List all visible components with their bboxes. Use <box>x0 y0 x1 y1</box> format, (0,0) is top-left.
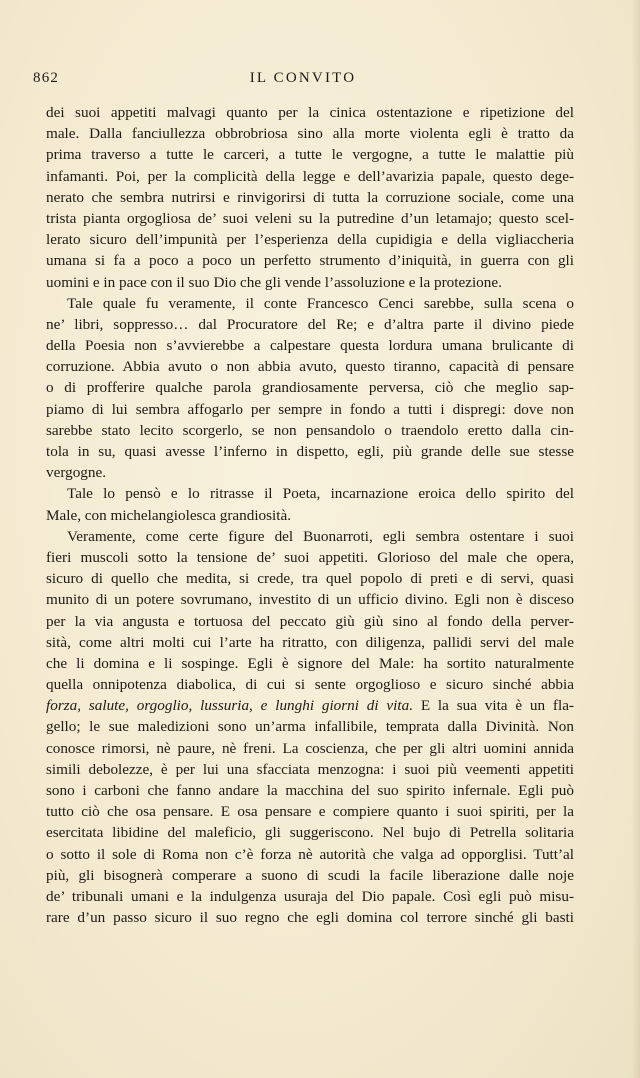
text-line: conosce rimorsi, nè paure, nè freni. La coscienza, che per gli altri uomini annida <box>46 739 574 757</box>
text-line: trista pianta orgogliosa de’ suoi veleni su la putredine d’un letamajo; questo scel- <box>46 209 574 227</box>
text-line: gello; le sue maledizioni sono un’arma infallibile, temprata dalla Divinità. Non <box>46 718 574 736</box>
page-number: 862 <box>33 70 60 86</box>
text-line: o di profferire qualche parola grandiosamente perversa, ciò che meglio sap- <box>46 379 574 397</box>
text-line: più, gli bisognerà comperare a suono di scudi la facile liberazione dalle noje <box>46 866 574 884</box>
text-line: munito di un potere sovrumano, investito di un ufficio divino. Egli non è disceso <box>46 591 574 609</box>
text-line: Male, con michelangiolesca grandiosità. <box>46 506 292 524</box>
text-line: quella onnipotenza diabolica, di cui si sente orgoglioso e sicuro sinché abbia <box>46 676 574 694</box>
text-line: sità, come altri molti cui l’arte ha ritratto, con diligenza, pallidi servi del male <box>46 633 574 651</box>
running-title: IL CONVITO <box>249 70 357 86</box>
text-line: tutto ciò che osa pensare. E osa pensare e compiere quanto i suoi spiriti, per la <box>46 803 574 821</box>
text-line: fieri muscoli sotto la tensione de’ suoi appetiti. Glorioso del male che opera, <box>46 548 574 566</box>
text-line: lerato sicuro dell’impunità per l’esperienza della cupidigia e della vigliaccheria <box>46 231 574 249</box>
text-line: sarebbe stato lecito scorgerlo, se non pensandolo o traendolo eretto dalla cin- <box>46 421 574 439</box>
text-line: Tale quale fu veramente, il conte Francesco Cenci sarebbe, sulla scena o <box>67 294 574 312</box>
text-line: nerato che sembra nutrirsi e rinvigorirsi di tutta la corruzione sociale, come una <box>46 188 574 206</box>
text-line: per la via angusta e tortuosa del peccato giù giù sino al fondo della perver- <box>46 612 574 630</box>
text-line: corruzione. Abbia avuto o non abbia avuto, questo tiranno, capacità di pensare <box>46 358 574 376</box>
text-line: sono i carboni che fanno andare la macchina del suo spirito infernale. Egli può <box>46 782 574 799</box>
body-text <box>46 102 574 928</box>
text-line: de’ tribunali umani e la indulgenza usuraja del Dio papale. Così egli può misu- <box>46 887 574 905</box>
page-header <box>33 70 573 90</box>
text-line: tola in su, quasi avesse l’inferno in dispetto, egli, più grande delle sue stesse <box>46 443 574 460</box>
text-line: dei suoi appetiti malvagi quanto per la cinica ostentazione e ripetizione del <box>46 104 574 121</box>
text-line: uomini e in pace con il suo Dio che gli vende l’assoluzione e la protezione. <box>46 273 502 291</box>
text-line: infamanti. Poi, per la complicità della legge e dell’avarizia papale, questo dege- <box>46 167 574 185</box>
text-line: della Poesia non s’avvierebbe a calpestare questa lordura umana brulicante di <box>46 337 574 355</box>
text-line-with-italic: forza, salute, orgoglio, lussuria, e lunghi giorni di vita. E la sua vita è un fla- <box>46 697 574 715</box>
text-line: che li domina e li sospinge. Egli è signore del Male: ha sortito naturalmente <box>46 654 574 672</box>
text-line: simili debolezze, è per lui una sfacciata menzogna: i suoi più veementi appetiti <box>46 760 574 778</box>
text-line: rare d’un passo sicuro il suo regno che egli domina col terrore sinché gli basti <box>46 909 574 927</box>
italic-phrase: forza, salute, orgoglio, lussuria, e lunghi giorni di vita. <box>46 697 414 715</box>
text-line: sicuro di quello che medita, si crede, tra quel popolo di preti e di servi, quasi <box>46 570 574 588</box>
page-edge-shadow <box>632 0 640 1078</box>
text-line: o sotto il sole di Roma non c’è forza nè autorità che valga ad opporglisi. Tutt’al <box>46 845 574 863</box>
text-line: umana si fa a poco a poco un perfetto strumento d’iniquità, in guerra con gli <box>46 252 574 270</box>
text-line: esercitata libidine del maleficio, gli suggeriscono. Nel bujo di Petrella solitaria <box>46 824 574 842</box>
text-line: prima traverso a tutte le carceri, a tutte le vergogne, a tutte le malattie più <box>46 146 574 164</box>
text-line: male. Dalla fanciullezza obbrobriosa sino alla morte violenta egli è tratto da <box>46 125 574 143</box>
text-line: ne’ libri, soppresso… dal Procuratore del Re; e d’altra parte il divino piede <box>46 315 574 333</box>
text-line: piamo di lui sembra affogarlo per sempre in fondo a tutti i dispregi: dove non <box>46 400 574 418</box>
text-line: vergogne. <box>46 464 107 482</box>
text-line: Tale lo pensò e lo ritrasse il Poeta, incarnazione eroica dello spirito del <box>67 485 574 503</box>
text-line: Veramente, come certe figure del Buonarroti, egli sembra ostentare i suoi <box>67 527 574 545</box>
